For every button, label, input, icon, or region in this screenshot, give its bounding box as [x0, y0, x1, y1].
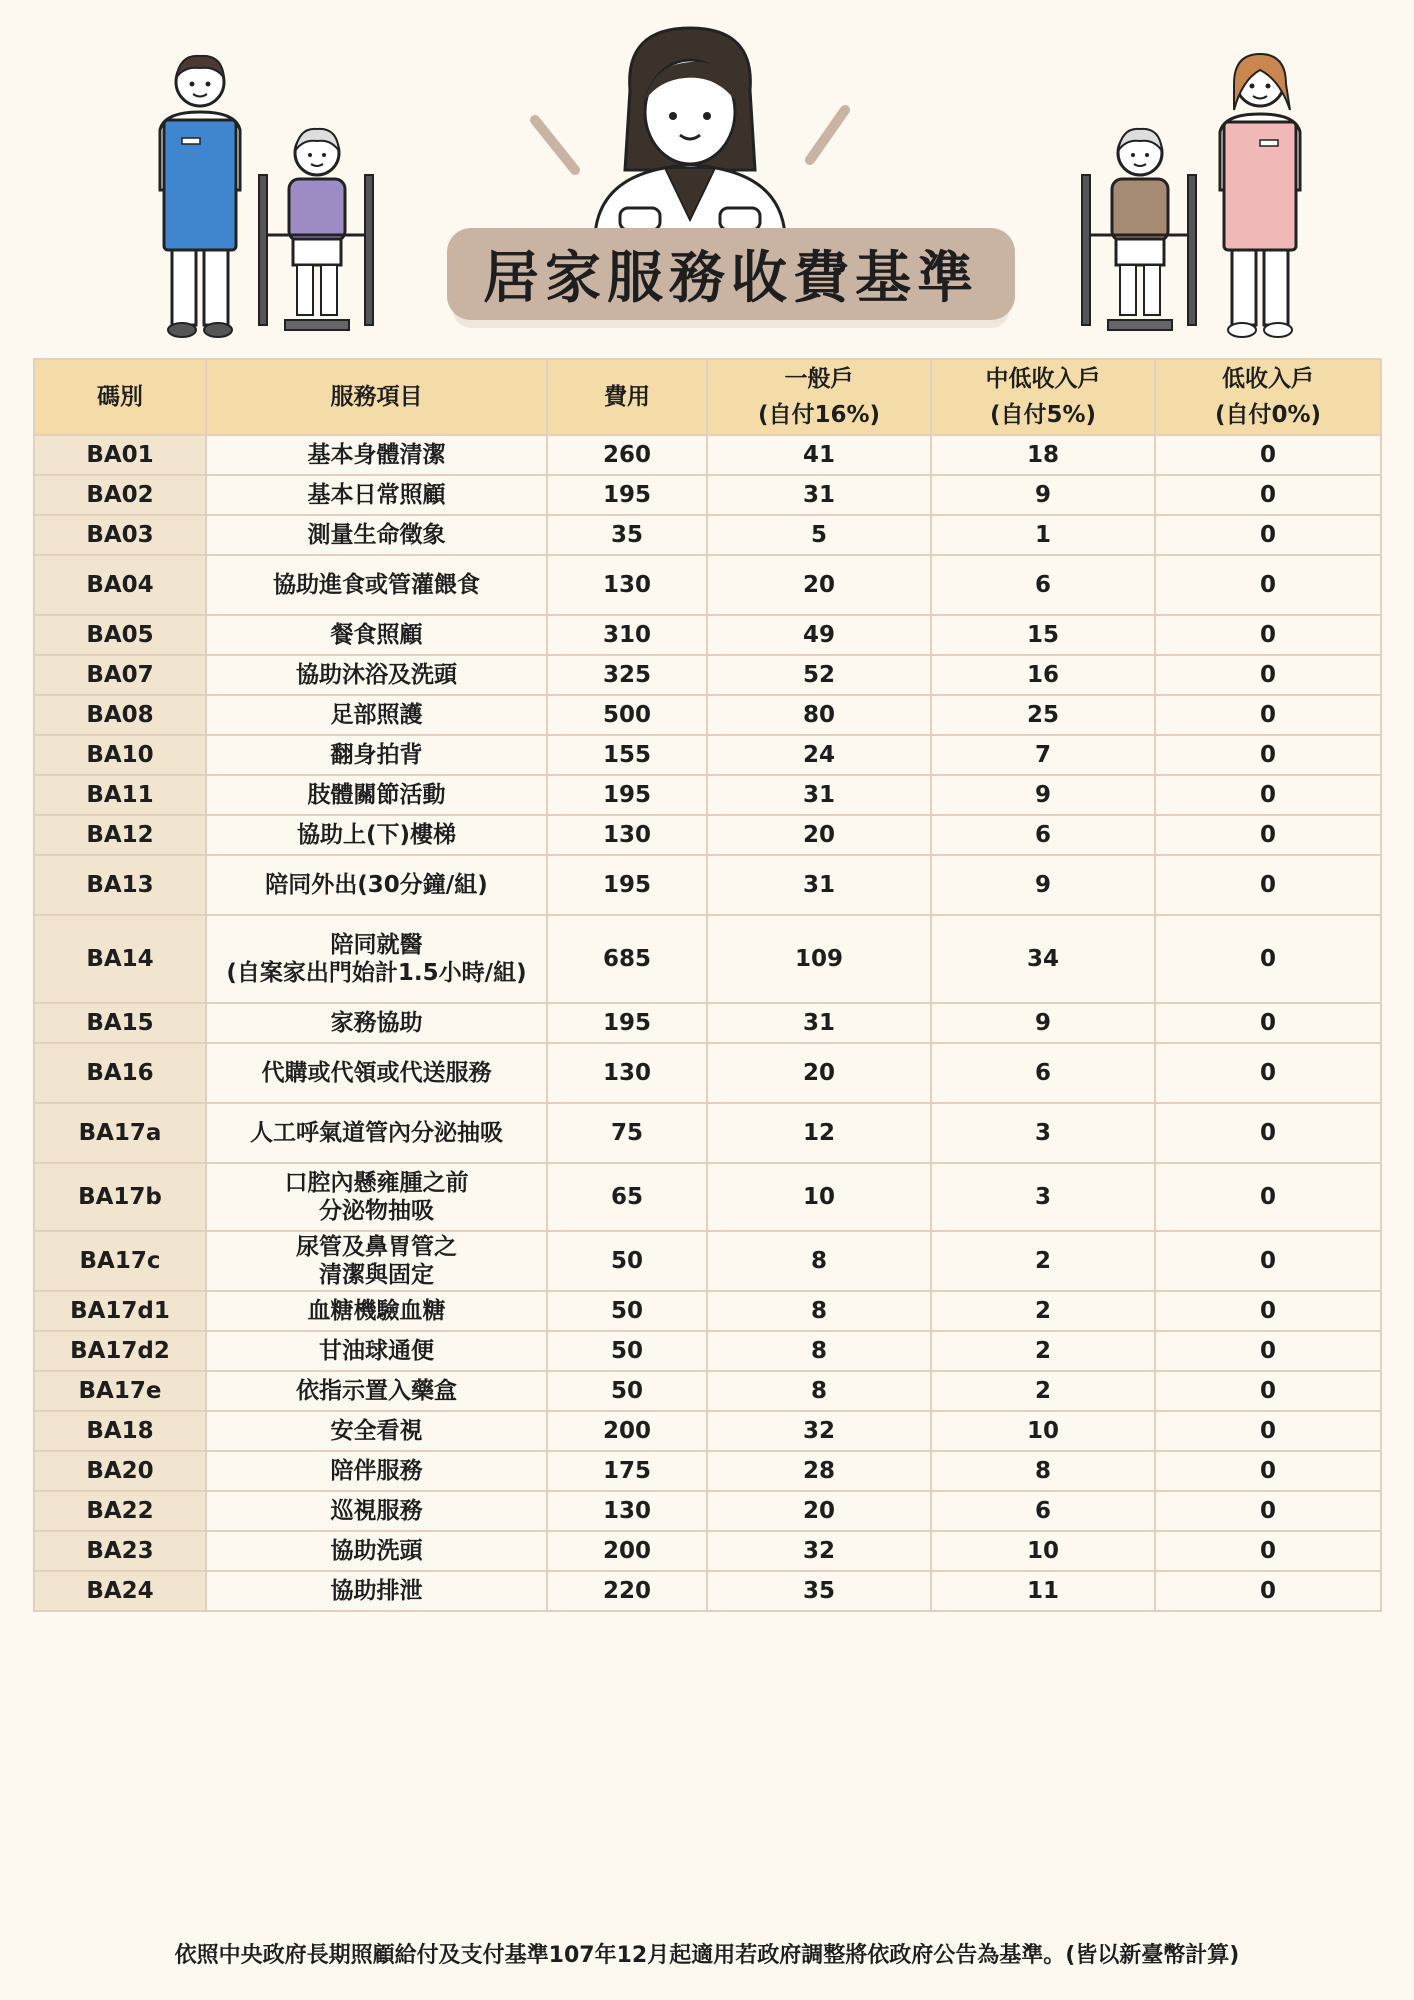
fee-cell: 200	[547, 1531, 707, 1571]
mid-low-copay-cell: 9	[931, 475, 1155, 515]
service-code-cell: BA11	[34, 775, 206, 815]
fee-cell: 65	[547, 1163, 707, 1231]
general-copay-cell: 80	[707, 695, 931, 735]
low-copay-cell: 0	[1155, 1531, 1381, 1571]
column-header-label: 費用	[604, 384, 650, 410]
table-row	[34, 1003, 1381, 1043]
service-item-line: 足部照護	[330, 702, 423, 728]
service-item-line: 測量生命徵象	[307, 522, 446, 548]
low-copay-cell: 0	[1155, 615, 1381, 655]
mid-low-copay-cell: 2	[931, 1231, 1155, 1291]
column-header-label: 中低收入戶	[985, 366, 1101, 392]
service-item-cell	[206, 815, 547, 855]
low-copay-cell: 0	[1155, 1371, 1381, 1411]
mid-low-copay-cell: 2	[931, 1371, 1155, 1411]
service-item-cell	[206, 735, 547, 775]
fee-cell: 50	[547, 1291, 707, 1331]
general-copay-cell: 109	[707, 915, 931, 1003]
mid-low-copay-cell: 18	[931, 435, 1155, 475]
general-copay-cell: 8	[707, 1231, 931, 1291]
table-row	[34, 1291, 1381, 1331]
general-copay-cell: 49	[707, 615, 931, 655]
service-code-cell: BA05	[34, 615, 206, 655]
fee-cell: 260	[547, 435, 707, 475]
service-item-cell	[206, 695, 547, 735]
general-copay-cell: 20	[707, 555, 931, 615]
low-copay-cell: 0	[1155, 775, 1381, 815]
service-item-line: 血糖機驗血糖	[307, 1298, 446, 1324]
low-copay-cell: 0	[1155, 1571, 1381, 1611]
service-item-line: 餐食照顧	[330, 622, 423, 648]
low-copay-cell: 0	[1155, 695, 1381, 735]
service-item-line: (自案家出門始計1.5小時/組)	[226, 960, 527, 986]
column-header	[547, 359, 707, 435]
column-header-label: 一般戶	[784, 366, 854, 392]
service-item-cell	[206, 1231, 547, 1291]
table-row	[34, 1103, 1381, 1163]
general-copay-cell: 8	[707, 1291, 931, 1331]
service-item-line: 協助上(下)樓梯	[296, 822, 457, 848]
general-copay-cell: 24	[707, 735, 931, 775]
table-row	[34, 735, 1381, 775]
column-header	[931, 359, 1155, 435]
column-header-label: 服務項目	[330, 384, 423, 410]
service-item-cell	[206, 435, 547, 475]
table-row	[34, 1531, 1381, 1571]
fee-cell: 50	[547, 1371, 707, 1411]
service-item-cell	[206, 855, 547, 915]
fee-cell: 130	[547, 1043, 707, 1103]
fee-cell: 195	[547, 475, 707, 515]
low-copay-cell: 0	[1155, 655, 1381, 695]
general-copay-cell: 5	[707, 515, 931, 555]
low-copay-cell: 0	[1155, 1291, 1381, 1331]
general-copay-cell: 41	[707, 435, 931, 475]
service-item-cell	[206, 1291, 547, 1331]
mid-low-copay-cell: 9	[931, 855, 1155, 915]
mid-low-copay-cell: 6	[931, 555, 1155, 615]
service-item-cell	[206, 1043, 547, 1103]
fee-cell: 325	[547, 655, 707, 695]
service-code-cell: BA03	[34, 515, 206, 555]
column-header	[34, 359, 206, 435]
general-copay-cell: 20	[707, 1043, 931, 1103]
fee-cell: 130	[547, 555, 707, 615]
table-row	[34, 655, 1381, 695]
service-item-cell	[206, 1003, 547, 1043]
fee-cell: 50	[547, 1231, 707, 1291]
table-row	[34, 555, 1381, 615]
service-item-cell	[206, 915, 547, 1003]
general-copay-cell: 31	[707, 1003, 931, 1043]
low-copay-cell: 0	[1155, 1163, 1381, 1231]
mid-low-copay-cell: 6	[931, 815, 1155, 855]
service-code-cell: BA17b	[34, 1163, 206, 1231]
service-item-line: 家務協助	[330, 1010, 423, 1036]
service-item-line: 協助進食或管灌餵食	[273, 572, 480, 598]
table-row	[34, 855, 1381, 915]
column-header-sublabel: (自付5%)	[989, 402, 1097, 428]
fee-cell: 130	[547, 815, 707, 855]
service-item-line: 口腔內懸雍腫之前	[284, 1170, 469, 1196]
service-item-cell	[206, 615, 547, 655]
wheelchair-elder-purple-icon	[245, 115, 385, 345]
mid-low-copay-cell: 10	[931, 1411, 1155, 1451]
table-row	[34, 1231, 1381, 1291]
caregiver-blue-icon	[150, 40, 250, 340]
low-copay-cell: 0	[1155, 435, 1381, 475]
page-title: 居家服務收費基準	[483, 246, 979, 311]
general-copay-cell: 31	[707, 475, 931, 515]
low-copay-cell: 0	[1155, 735, 1381, 775]
column-header	[707, 359, 931, 435]
mid-low-copay-cell: 8	[931, 1451, 1155, 1491]
service-code-cell: BA07	[34, 655, 206, 695]
general-copay-cell: 8	[707, 1371, 931, 1411]
fee-cell: 195	[547, 855, 707, 915]
service-code-cell: BA10	[34, 735, 206, 775]
service-item-cell	[206, 555, 547, 615]
fee-cell: 35	[547, 515, 707, 555]
service-code-cell: BA17e	[34, 1371, 206, 1411]
service-item-cell	[206, 1451, 547, 1491]
service-item-line: 安全看視	[330, 1418, 423, 1444]
general-copay-cell: 28	[707, 1451, 931, 1491]
table-row	[34, 615, 1381, 655]
fee-cell: 175	[547, 1451, 707, 1491]
fee-cell: 50	[547, 1331, 707, 1371]
header-illustration	[0, 0, 1414, 355]
low-copay-cell: 0	[1155, 1451, 1381, 1491]
table-row	[34, 915, 1381, 1003]
fee-cell: 195	[547, 775, 707, 815]
low-copay-cell: 0	[1155, 515, 1381, 555]
low-copay-cell: 0	[1155, 1103, 1381, 1163]
service-item-line: 肢體關節活動	[307, 782, 446, 808]
service-code-cell: BA20	[34, 1451, 206, 1491]
service-item-line: 依指示置入藥盒	[296, 1378, 457, 1404]
general-copay-cell: 32	[707, 1531, 931, 1571]
fee-cell: 685	[547, 915, 707, 1003]
service-code-cell: BA04	[34, 555, 206, 615]
table-row	[34, 1371, 1381, 1411]
general-copay-cell: 31	[707, 775, 931, 815]
service-item-cell	[206, 1491, 547, 1531]
service-item-line: 人工呼氣道管內分泌抽吸	[250, 1120, 503, 1146]
mid-low-copay-cell: 15	[931, 615, 1155, 655]
general-copay-cell: 35	[707, 1571, 931, 1611]
footnote: 依照中央政府長期照顧給付及支付基準107年12月起適用若政府調整將依政府公告為基準。(皆以新臺幣計算)	[174, 1943, 1240, 1968]
service-item-line: 基本身體清潔	[307, 442, 446, 468]
service-item-line: 翻身拍背	[330, 742, 423, 768]
mid-low-copay-cell: 2	[931, 1291, 1155, 1331]
table-row	[34, 515, 1381, 555]
low-copay-cell: 0	[1155, 1231, 1381, 1291]
table-row	[34, 1571, 1381, 1611]
service-item-cell	[206, 475, 547, 515]
fee-cell: 195	[547, 1003, 707, 1043]
fee-table	[33, 358, 1382, 1612]
service-item-cell	[206, 1531, 547, 1571]
service-item-cell	[206, 515, 547, 555]
mid-low-copay-cell: 25	[931, 695, 1155, 735]
service-code-cell: BA17c	[34, 1231, 206, 1291]
service-item-cell	[206, 1571, 547, 1611]
column-header	[1155, 359, 1381, 435]
column-header-sublabel: (自付16%)	[757, 402, 881, 428]
table-row	[34, 435, 1381, 475]
wheelchair-elder-brown-icon	[1070, 115, 1210, 345]
mid-low-copay-cell: 7	[931, 735, 1155, 775]
doctor-icon	[525, 20, 855, 235]
general-copay-cell: 20	[707, 815, 931, 855]
service-code-cell: BA18	[34, 1411, 206, 1451]
service-code-cell: BA24	[34, 1571, 206, 1611]
service-code-cell: BA17a	[34, 1103, 206, 1163]
service-item-line: 協助排泄	[330, 1578, 423, 1604]
low-copay-cell: 0	[1155, 815, 1381, 855]
service-code-cell: BA23	[34, 1531, 206, 1571]
mid-low-copay-cell: 16	[931, 655, 1155, 695]
general-copay-cell: 10	[707, 1163, 931, 1231]
service-code-cell: BA22	[34, 1491, 206, 1531]
general-copay-cell: 31	[707, 855, 931, 915]
table-row	[34, 1163, 1381, 1231]
general-copay-cell: 20	[707, 1491, 931, 1531]
column-header	[206, 359, 547, 435]
low-copay-cell: 0	[1155, 1043, 1381, 1103]
fee-cell: 310	[547, 615, 707, 655]
service-code-cell: BA14	[34, 915, 206, 1003]
fee-cell: 130	[547, 1491, 707, 1531]
service-item-line: 陪同外出(30分鐘/組)	[265, 872, 488, 898]
service-code-cell: BA02	[34, 475, 206, 515]
service-item-line: 巡視服務	[330, 1498, 423, 1524]
column-header-label: 碼別	[97, 384, 143, 410]
table-header-row	[34, 359, 1381, 435]
table-row	[34, 1411, 1381, 1451]
service-item-line: 陪伴服務	[330, 1458, 423, 1484]
low-copay-cell: 0	[1155, 1003, 1381, 1043]
fee-cell: 75	[547, 1103, 707, 1163]
table-row	[34, 1043, 1381, 1103]
mid-low-copay-cell: 1	[931, 515, 1155, 555]
service-item-line: 尿管及鼻胃管之	[296, 1234, 457, 1260]
table-row	[34, 775, 1381, 815]
service-code-cell: BA17d2	[34, 1331, 206, 1371]
table-row	[34, 475, 1381, 515]
service-item-line: 甘油球通便	[319, 1338, 434, 1364]
mid-low-copay-cell: 34	[931, 915, 1155, 1003]
table-row	[34, 1331, 1381, 1371]
service-item-cell	[206, 1371, 547, 1411]
service-item-line: 基本日常照顧	[307, 482, 446, 508]
service-item-line: 清潔與固定	[319, 1262, 434, 1288]
low-copay-cell: 0	[1155, 475, 1381, 515]
service-item-line: 陪同就醫	[330, 932, 423, 958]
service-item-line: 代購或代領或代送服務	[261, 1060, 492, 1086]
mid-low-copay-cell: 2	[931, 1331, 1155, 1371]
service-code-cell: BA08	[34, 695, 206, 735]
column-header-sublabel: (自付0%)	[1214, 402, 1322, 428]
title-banner	[447, 228, 1015, 320]
service-item-cell	[206, 775, 547, 815]
general-copay-cell: 12	[707, 1103, 931, 1163]
caregiver-pink-icon	[1210, 40, 1310, 340]
service-code-cell: BA17d1	[34, 1291, 206, 1331]
general-copay-cell: 32	[707, 1411, 931, 1451]
low-copay-cell: 0	[1155, 555, 1381, 615]
service-code-cell: BA13	[34, 855, 206, 915]
general-copay-cell: 8	[707, 1331, 931, 1371]
fee-cell: 220	[547, 1571, 707, 1611]
low-copay-cell: 0	[1155, 1491, 1381, 1531]
table-body	[34, 435, 1381, 1611]
mid-low-copay-cell: 9	[931, 1003, 1155, 1043]
mid-low-copay-cell: 11	[931, 1571, 1155, 1611]
service-item-line: 分泌物抽吸	[319, 1198, 434, 1224]
fee-table-container	[33, 358, 1380, 1612]
table-row	[34, 1451, 1381, 1491]
mid-low-copay-cell: 6	[931, 1043, 1155, 1103]
low-copay-cell: 0	[1155, 855, 1381, 915]
fee-cell: 155	[547, 735, 707, 775]
mid-low-copay-cell: 3	[931, 1103, 1155, 1163]
fee-cell: 200	[547, 1411, 707, 1451]
service-code-cell: BA01	[34, 435, 206, 475]
service-item-cell	[206, 1163, 547, 1231]
table-row	[34, 695, 1381, 735]
column-header-label: 低收入戶	[1222, 366, 1314, 392]
low-copay-cell: 0	[1155, 1411, 1381, 1451]
service-item-line: 協助洗頭	[330, 1538, 423, 1564]
mid-low-copay-cell: 10	[931, 1531, 1155, 1571]
general-copay-cell: 52	[707, 655, 931, 695]
table-row	[34, 1491, 1381, 1531]
service-item-cell	[206, 655, 547, 695]
service-code-cell: BA12	[34, 815, 206, 855]
service-code-cell: BA16	[34, 1043, 206, 1103]
service-item-line: 協助沐浴及洗頭	[296, 662, 457, 688]
service-item-cell	[206, 1331, 547, 1371]
service-code-cell: BA15	[34, 1003, 206, 1043]
fee-cell: 500	[547, 695, 707, 735]
service-item-cell	[206, 1411, 547, 1451]
mid-low-copay-cell: 9	[931, 775, 1155, 815]
low-copay-cell: 0	[1155, 915, 1381, 1003]
table-row	[34, 815, 1381, 855]
service-item-cell	[206, 1103, 547, 1163]
mid-low-copay-cell: 3	[931, 1163, 1155, 1231]
low-copay-cell: 0	[1155, 1331, 1381, 1371]
mid-low-copay-cell: 6	[931, 1491, 1155, 1531]
